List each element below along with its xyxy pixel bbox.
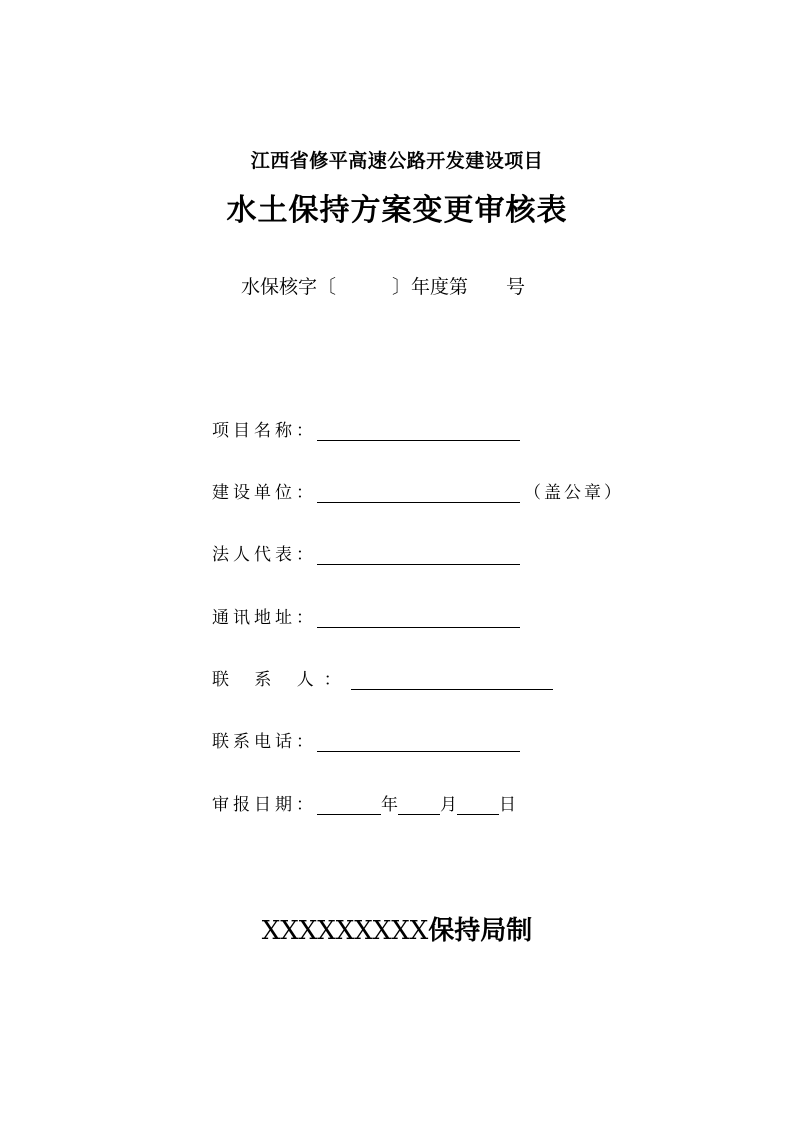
project-name-label: 项目名称： [212, 421, 317, 441]
date-month-unit: 月 [440, 795, 457, 815]
field-contact [212, 665, 553, 695]
contact-input[interactable] [351, 667, 553, 690]
issuer-line [0, 910, 794, 947]
builder-seal-note: （盖公章） [524, 483, 624, 503]
builder-label: 建设单位： [212, 483, 317, 503]
date-day-unit: 日 [499, 795, 516, 815]
document-number-prefix: 水保核字〔 [241, 276, 337, 298]
field-project-name [212, 416, 520, 446]
legal-rep-input[interactable] [317, 542, 520, 565]
project-name-input[interactable] [317, 418, 520, 441]
issuer-code: XXXXXXXXX [261, 916, 429, 946]
contact-label: 联 系 人： [212, 670, 351, 690]
document-number-suffix: 号 [506, 276, 526, 298]
document-number-middle: 〕年度第 [392, 276, 469, 298]
date-label: 审报日期： [212, 795, 317, 815]
date-month-input[interactable] [398, 792, 440, 815]
address-label: 通讯地址： [212, 608, 317, 628]
document-title: 水土保持方案变更审核表 [226, 193, 568, 228]
field-phone [212, 727, 520, 757]
field-date [212, 790, 516, 820]
issuer-name: 保持局制 [428, 916, 533, 946]
date-day-input[interactable] [457, 792, 499, 815]
phone-input[interactable] [317, 729, 520, 752]
document-number [241, 272, 525, 299]
date-year-unit: 年 [381, 795, 398, 815]
field-address [212, 603, 520, 633]
legal-rep-label: 法人代表： [212, 545, 317, 565]
builder-input[interactable] [317, 480, 520, 503]
field-builder [212, 478, 624, 508]
field-legal-rep [212, 540, 520, 570]
address-input[interactable] [317, 605, 520, 628]
date-year-input[interactable] [317, 792, 381, 815]
phone-label: 联系电话： [212, 732, 317, 752]
document-subtitle: 江西省修平高速公路开发建设项目 [250, 150, 544, 172]
